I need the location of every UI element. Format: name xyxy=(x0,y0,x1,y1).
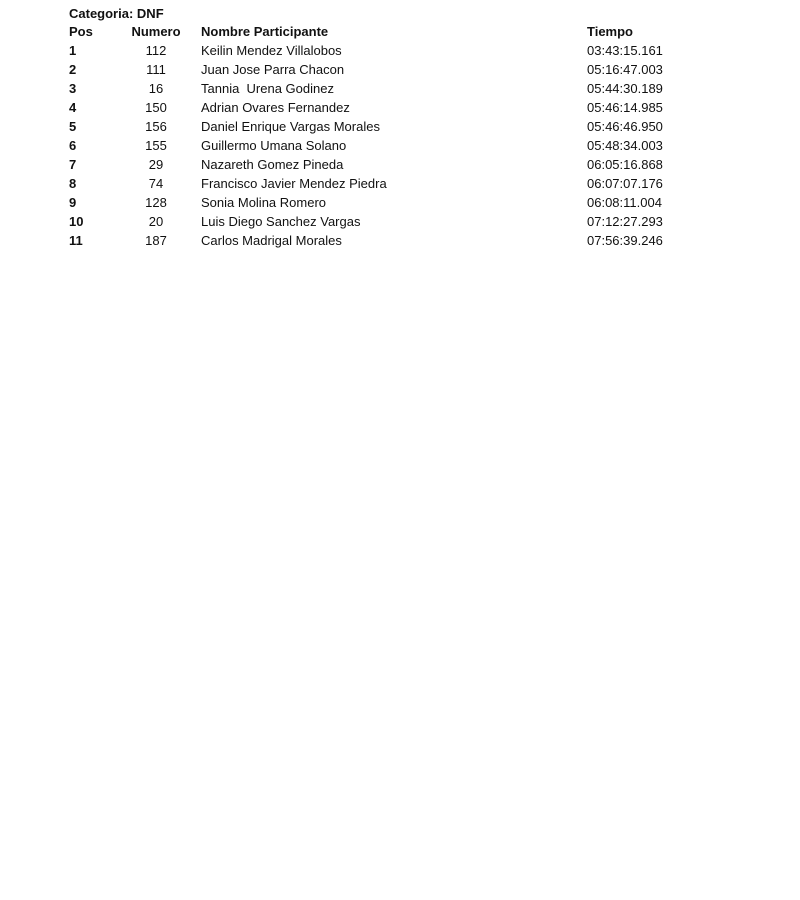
cell-numero: 29 xyxy=(148,157,164,172)
cell-numero: 16 xyxy=(148,81,164,96)
cell-nombre: Francisco Javier Mendez Piedra xyxy=(201,176,387,191)
cell-numero: 187 xyxy=(145,233,167,248)
table-header-row xyxy=(0,22,800,41)
cell-numero: 20 xyxy=(148,214,164,229)
cell-tiempo: 07:12:27.293 xyxy=(587,214,663,229)
cell-tiempo: 07:56:39.246 xyxy=(587,233,663,248)
cell-pos: 7 xyxy=(69,157,77,172)
cell-numero: 128 xyxy=(145,195,167,210)
cell-numero: 111 xyxy=(146,62,166,77)
cell-tiempo: 06:08:11.004 xyxy=(587,195,662,210)
category-label: Categoria: xyxy=(69,6,134,21)
cell-tiempo: 05:16:47.003 xyxy=(587,62,663,77)
cell-nombre: Adrian Ovares Fernandez xyxy=(201,100,350,115)
table-row xyxy=(0,193,800,212)
cell-pos: 3 xyxy=(69,81,77,96)
category-title xyxy=(69,5,164,23)
table-row xyxy=(0,117,800,136)
cell-numero: 155 xyxy=(145,138,167,153)
table-row xyxy=(0,212,800,231)
cell-numero: 112 xyxy=(145,43,167,58)
cell-nombre: Carlos Madrigal Morales xyxy=(201,233,342,248)
cell-numero: 156 xyxy=(145,119,167,134)
category-value: DNF xyxy=(136,6,164,21)
cell-pos: 10 xyxy=(69,214,84,229)
cell-nombre: Guillermo Umana Solano xyxy=(201,138,347,153)
table-row xyxy=(0,60,800,79)
cell-pos: 1 xyxy=(69,43,77,58)
header-numero: Numero xyxy=(131,24,181,39)
cell-tiempo: 06:05:16.868 xyxy=(587,157,663,172)
table-row xyxy=(0,41,800,60)
cell-pos: 9 xyxy=(69,195,77,210)
cell-nombre: Tannia Urena Godinez xyxy=(201,81,334,96)
cell-tiempo: 05:46:46.950 xyxy=(587,119,663,134)
cell-nombre: Keilin Mendez Villalobos xyxy=(201,43,342,58)
cell-nombre: Sonia Molina Romero xyxy=(201,195,327,210)
header-pos: Pos xyxy=(69,24,93,39)
cell-numero: 74 xyxy=(148,176,164,191)
cell-pos: 5 xyxy=(69,119,77,134)
table-row xyxy=(0,79,800,98)
cell-numero: 150 xyxy=(145,100,167,115)
cell-pos: 2 xyxy=(69,62,77,77)
table-row xyxy=(0,174,800,193)
cell-pos: 6 xyxy=(69,138,77,153)
table-row xyxy=(0,98,800,117)
cell-nombre: Juan Jose Parra Chacon xyxy=(201,62,345,77)
header-nombre: Nombre Participante xyxy=(201,24,329,39)
cell-tiempo: 05:48:34.003 xyxy=(587,138,663,153)
table-row xyxy=(0,155,800,174)
cell-tiempo: 06:07:07.176 xyxy=(587,176,663,191)
cell-tiempo: 03:43:15.161 xyxy=(587,43,663,58)
cell-tiempo: 05:46:14.985 xyxy=(587,100,663,115)
cell-nombre: Nazareth Gomez Pineda xyxy=(201,157,344,172)
cell-pos: 4 xyxy=(69,100,77,115)
table-row xyxy=(0,231,800,250)
table-row xyxy=(0,136,800,155)
header-tiempo: Tiempo xyxy=(587,24,633,39)
cell-pos: 11 xyxy=(69,233,83,248)
cell-nombre: Daniel Enrique Vargas Morales xyxy=(201,119,380,134)
cell-pos: 8 xyxy=(69,176,77,191)
cell-nombre: Luis Diego Sanchez Vargas xyxy=(201,214,361,229)
cell-tiempo: 05:44:30.189 xyxy=(587,81,663,96)
